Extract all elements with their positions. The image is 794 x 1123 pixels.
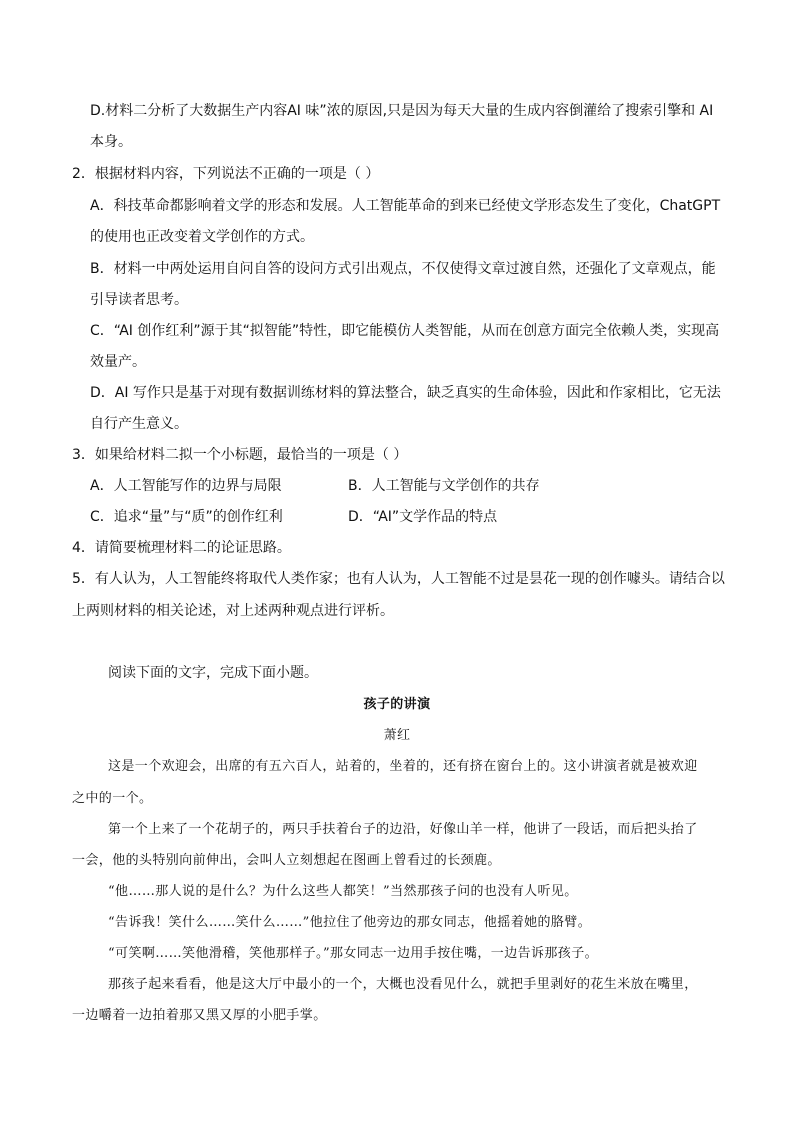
question-4-stem: 4．请简要梳理材料二的论证思路。 — [72, 540, 291, 556]
passage-paragraph: 这是一个欢迎会，出席的有五六百人，站着的，坐着的，还有挤在窗台上的。这小讲演者就是被欢迎 — [108, 759, 698, 774]
q2-option-b-line2: 引导读者思考。 — [90, 292, 188, 308]
passage-title: 孩子的讲演 — [363, 697, 431, 712]
passage-paragraph: 第一个上来了一个花胡子的，两只手扶着台子的边沿，好像山羊一样，他讲了一段话，而后把头抬了 — [108, 822, 698, 837]
q2-option-c-line1: C．“AI 创作红利”源于其“拟智能”特性，即它能模仿人类智能，从而在创意方面完全依赖人类，实现高 — [90, 323, 720, 339]
q3-option-a: A．人工智能写作的边界与局限 — [90, 478, 282, 494]
q1-option-d-line2: 本身。 — [90, 134, 132, 150]
passage-paragraph: “他……那人说的是什么？为什么这些人都笑！”当然那孩子问的也没有人听见。 — [108, 884, 578, 899]
q2-option-d-line2: 自行产生意义。 — [90, 416, 188, 432]
passage-paragraph: 一会，他的头特别向前伸出，会叫人立刻想起在图画上曾看过的长颈鹿。 — [72, 853, 501, 868]
passage-paragraph: 一边嚼着一边拍着那又黑又厚的小肥手掌。 — [72, 1008, 327, 1023]
passage-paragraph: 之中的一个。 — [72, 791, 153, 806]
q3-option-c: C．追求“量”与“质”的创作红利 — [90, 509, 283, 525]
q2-option-d-line1: D．AI 写作只是基于对现有数据训练材料的算法整合，缺乏真实的生命体验，因此和作家相比，它无法 — [90, 385, 721, 401]
question-3-stem: 3．如果给材料二拟一个小标题，最恰当的一项是（ ） — [72, 447, 408, 463]
reading-instruction: 阅读下面的文字，完成下面小题。 — [108, 665, 318, 681]
q1-option-d-line1: D.材料二分析了大数据生产内容AI 味”浓的原因,只是因为每天大量的生成内容倒灌给了搜索引擎和 AI — [90, 103, 714, 119]
passage-author: 萧红 — [383, 728, 411, 743]
question-2-stem: 2．根据材料内容，下列说法不正确的一项是（ ） — [72, 166, 380, 182]
passage-paragraph: 那孩子起来看看，他是这大厅中最小的一个，大概也没看见什么，就把手里剥好的花生米放在嘴里， — [108, 977, 698, 992]
q2-option-a-line2: 的使用也正改变着文学创作的方式。 — [90, 229, 314, 245]
question-5-line2: 上两则材料的相关论述，对上述两种观点进行评析。 — [72, 603, 394, 619]
question-5-line1: 5．有人认为，人工智能终将取代人类作家；也有人认为，人工智能不过是昙花一现的创作噱头。请结合以 — [72, 571, 725, 587]
passage-paragraph: “可笑啊……笑他滑稽，笑他那样子。”那女同志一边用手按住嘴，一边告诉那孩子。 — [108, 946, 598, 961]
q2-option-b-line1: B．材料一中两处运用自问自答的设问方式引出观点，不仅使得文章过渡自然，还强化了文章观点，能 — [90, 261, 716, 277]
q3-option-d: D．“AI”文学作品的特点 — [348, 509, 498, 525]
passage-paragraph: “告诉我！笑什么……笑什么……”他拉住了他旁边的那女同志，他摇着她的胳臂。 — [108, 915, 592, 930]
q3-option-b: B．人工智能与文学创作的共存 — [348, 478, 540, 494]
q2-option-a-line1: A．科技革命都影响着文学的形态和发展。人工智能革命的到来已经使文学形态发生了变化，ChatGPT — [90, 198, 721, 214]
q2-option-c-line2: 效量产。 — [90, 354, 146, 370]
